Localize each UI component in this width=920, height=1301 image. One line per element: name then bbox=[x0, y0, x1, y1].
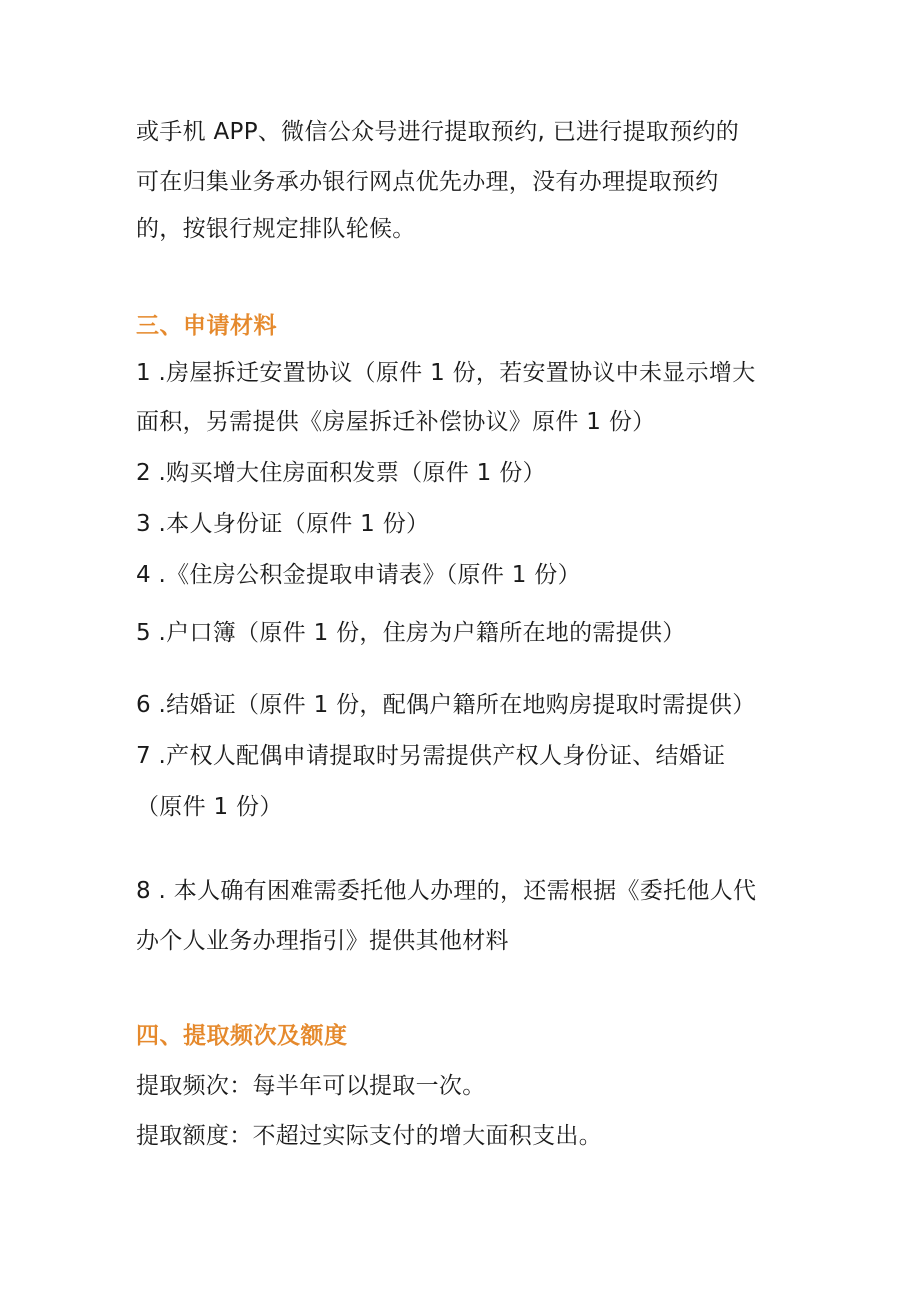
material-item-8-line-1: 8 . 本人确有困难需委托他人办理的，还需根据《委托他人代 bbox=[136, 878, 757, 904]
material-item-7-line-1: 7 .产权人配偶申请提取时另需提供产权人身份证、结婚证 bbox=[136, 743, 726, 769]
material-item-1-line-1: 1 .房屋拆迁安置协议（原件 1 份，若安置协议中未显示增大 bbox=[136, 360, 756, 386]
section-heading-frequency: 四、提取频次及额度 bbox=[136, 1023, 348, 1049]
intro-line-1: 或手机 APP、微信公众号进行提取预约, 已进行提取预约的 bbox=[136, 119, 740, 145]
material-item-5: 5 .户口簿（原件 1 份，住房为户籍所在地的需提供） bbox=[136, 620, 686, 646]
material-item-3: 3 .本人身份证（原件 1 份） bbox=[136, 511, 430, 537]
amount-line: 提取额度：不超过实际支付的增大面积支出。 bbox=[136, 1123, 602, 1149]
material-item-7-line-2: （原件 1 份） bbox=[136, 794, 283, 820]
frequency-line: 提取频次：每半年可以提取一次。 bbox=[136, 1073, 486, 1099]
material-item-8-line-2: 办个人业务办理指引》提供其他材料 bbox=[136, 928, 509, 954]
material-item-4: 4 .《住房公积金提取申请表》（原件 1 份） bbox=[136, 562, 581, 588]
material-item-1-line-2: 面积，另需提供《房屋拆迁补偿协议》原件 1 份） bbox=[136, 409, 656, 435]
material-item-2: 2 .购买增大住房面积发票（原件 1 份） bbox=[136, 460, 546, 486]
section-heading-materials: 三、申请材料 bbox=[136, 313, 277, 339]
intro-line-2: 可在归集业务承办银行网点优先办理，没有办理提取预约 bbox=[136, 169, 719, 195]
material-item-6: 6 .结婚证（原件 1 份，配偶户籍所在地购房提取时需提供） bbox=[136, 692, 756, 718]
intro-line-3: 的，按银行规定排队轮候。 bbox=[136, 216, 416, 242]
